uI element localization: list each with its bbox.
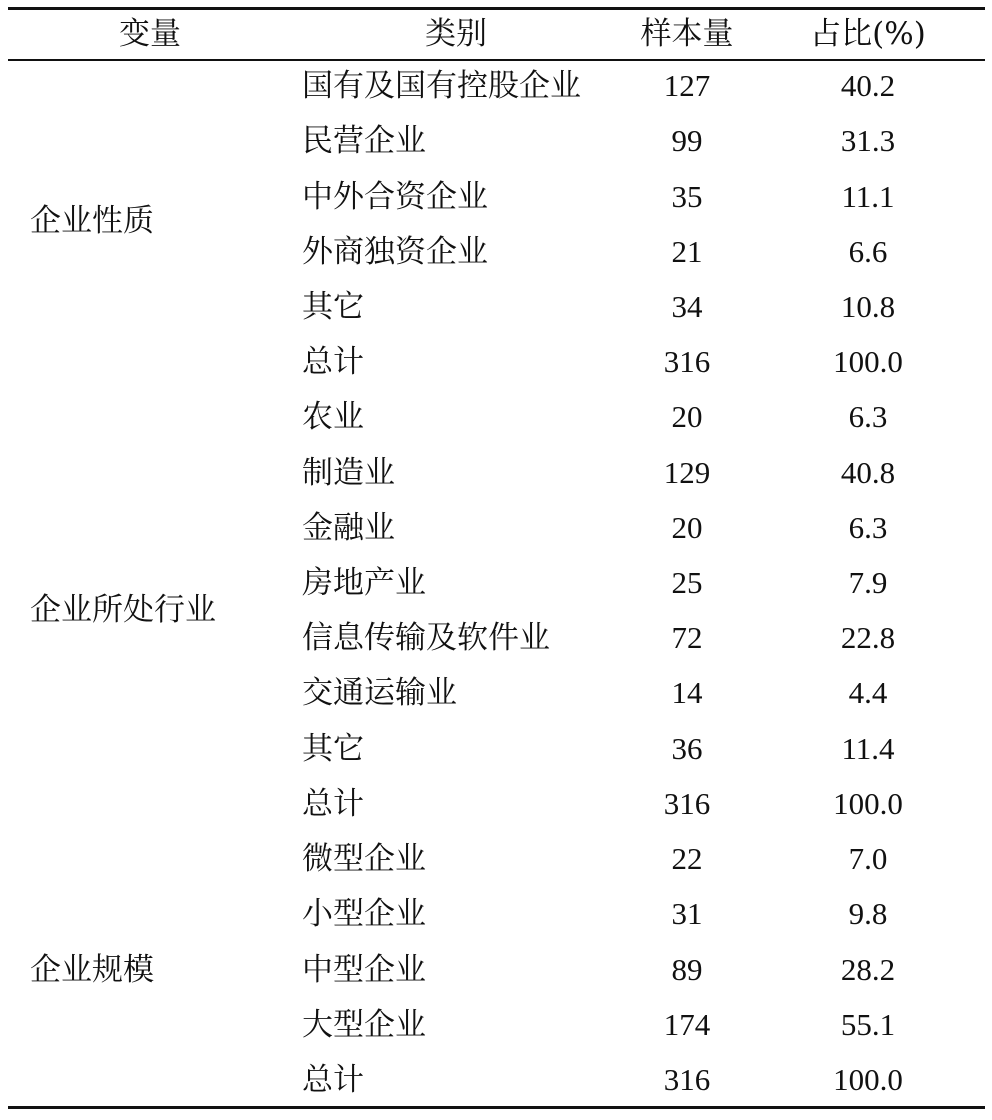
table-cell-category: 总计 [302,1062,364,1098]
table-cell-sample: 89 [671,952,703,987]
table-cell-sample: 22 [671,841,703,876]
table-cell-category: 微型企业 [302,841,426,877]
header-rule [8,59,985,61]
table-cell-sample: 72 [671,620,703,655]
header-category: 类别 [425,16,487,52]
table-cell-sample: 34 [671,289,703,324]
table-cell-percent: 9.8 [848,896,888,931]
table-cell-sample: 316 [663,1062,711,1097]
table-cell-percent: 4.4 [848,675,888,710]
table-cell-percent: 22.8 [840,620,896,655]
header-percent: 占比(%) [810,16,926,52]
group-variable-size: 企业规模 [30,952,154,988]
table-cell-percent: 100.0 [833,786,903,821]
table-cell-category: 总计 [302,786,364,822]
table-cell-percent: 100.0 [833,1062,903,1097]
table-cell-category: 交通运输业 [302,675,457,711]
table-cell-category: 制造业 [302,455,395,491]
table-cell-sample: 316 [663,344,711,379]
table-cell-sample: 99 [671,123,703,158]
table-cell-percent: 7.9 [848,565,888,600]
table-cell-category: 其它 [302,731,364,767]
table-cell-category: 大型企业 [302,1007,426,1043]
table-cell-sample: 14 [671,675,703,710]
table-cell-category: 房地产业 [302,565,426,601]
table-cell-category: 其它 [302,289,364,325]
table-cell-sample: 316 [663,786,711,821]
table-cell-category: 中外合资企业 [302,179,488,215]
header-sample: 样本量 [640,16,734,52]
table-cell-percent: 40.2 [840,68,896,103]
table-cell-percent: 6.3 [848,510,888,545]
table-cell-percent: 11.4 [841,731,895,766]
table-cell-percent: 55.1 [840,1007,896,1042]
table-cell-sample: 36 [671,731,703,766]
table-cell-category: 总计 [302,344,364,380]
table-cell-sample: 25 [671,565,703,600]
table-cell-percent: 6.6 [848,234,888,269]
table-cell-percent: 6.3 [848,399,888,434]
table-cell-percent: 10.8 [840,289,896,324]
group-variable-industry: 企业所处行业 [30,592,216,628]
table-cell-percent: 11.1 [841,179,895,214]
table-cell-sample: 20 [671,510,703,545]
table-cell-category: 国有及国有控股企业 [302,68,581,104]
table-cell-sample: 35 [671,179,703,214]
table-cell-percent: 7.0 [848,841,888,876]
table-cell-sample: 129 [663,455,711,490]
bottom-rule [8,1106,985,1109]
table-cell-category: 小型企业 [302,896,426,932]
group-variable-ownership: 企业性质 [30,203,154,239]
table-cell-sample: 174 [663,1007,711,1042]
table-cell-percent: 40.8 [840,455,896,490]
table-cell-percent: 28.2 [840,952,896,987]
table-cell-sample: 31 [671,896,703,931]
top-rule [8,7,985,10]
table-cell-sample: 21 [671,234,703,269]
table-cell-percent: 100.0 [833,344,903,379]
header-variable: 变量 [119,16,181,52]
table-cell-category: 金融业 [302,510,395,546]
table-cell-category: 外商独资企业 [302,234,488,270]
table-cell-category: 中型企业 [302,952,426,988]
table-cell-sample: 127 [663,68,711,103]
table-cell-category: 民营企业 [302,123,426,159]
table-cell-percent: 31.3 [840,123,896,158]
table-cell-sample: 20 [671,399,703,434]
table-cell-category: 农业 [302,399,364,435]
table-cell-category: 信息传输及软件业 [302,620,550,656]
